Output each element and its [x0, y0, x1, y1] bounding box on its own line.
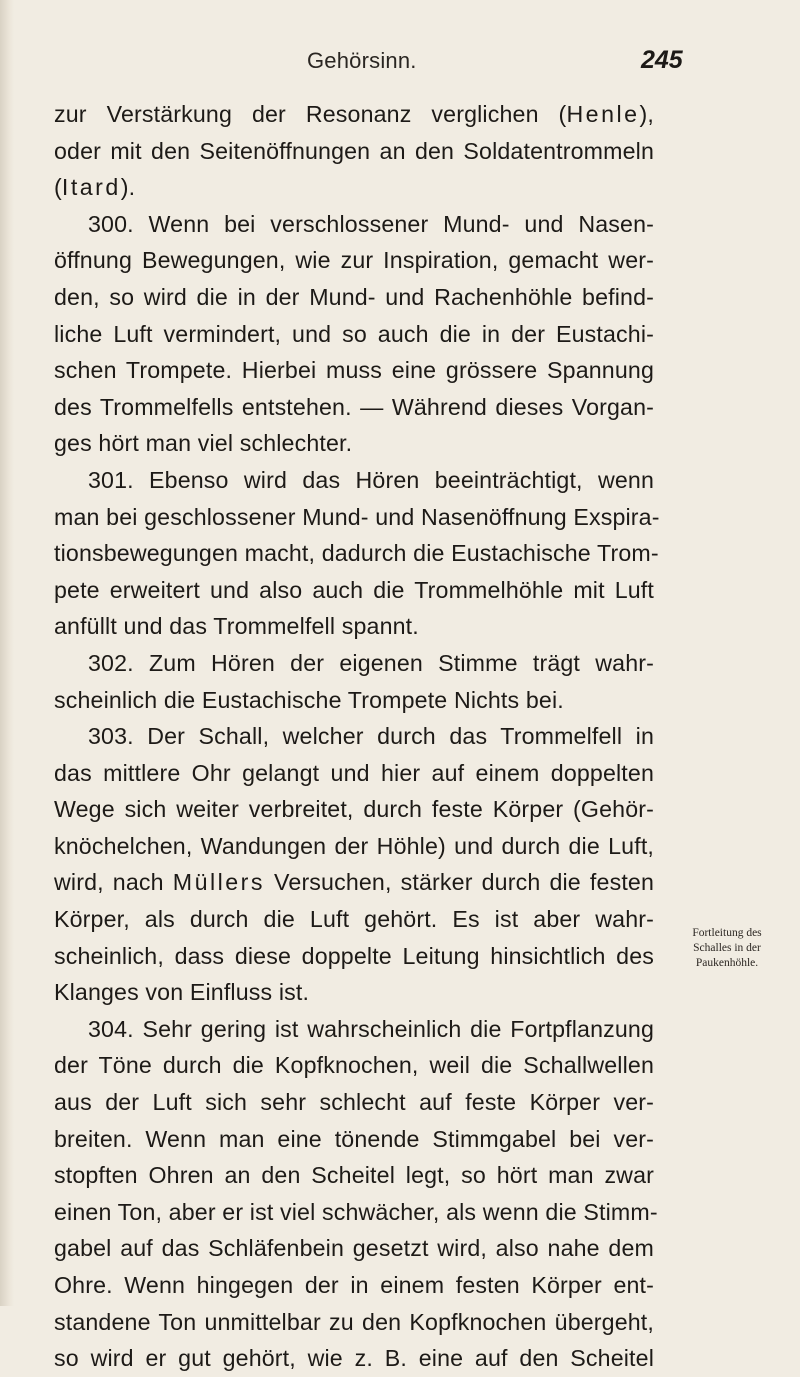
text-line: tionsbewegungen macht, dadurch die Eustachische Trom-: [54, 540, 659, 567]
text-line: des Trommelfells entstehen. — Während dieses Vorgan-: [54, 393, 654, 420]
text-line: so wird er gut gehört, wie z. B. eine auf den Scheitel: [54, 1345, 654, 1372]
margin-note: [658, 926, 796, 971]
text-line: aus der Luft sich sehr schlecht auf feste Körper ver-: [54, 1089, 654, 1116]
text-line: scheinlich, dass diese doppelte Leitung hinsichtlich des: [54, 942, 654, 969]
text-line: liche Luft vermindert, und so auch die in der Eustachi-: [54, 320, 654, 347]
text-line: anfüllt und das Trommelfell spannt.: [54, 613, 419, 640]
text-line: schen Trompete. Hierbei muss eine grössere Spannung: [54, 357, 654, 384]
text-line: standene Ton unmittelbar zu den Kopfknochen übergeht,: [54, 1308, 654, 1335]
text-line: man bei geschlossener Mund- und Nasenöffnung Exspira-: [54, 503, 660, 530]
text-line: öffnung Bewegungen, wie zur Inspiration, gemacht wer-: [54, 247, 654, 274]
margin-note-line: Paukenhöhle.: [695, 957, 759, 969]
text-line: Wege sich weiter verbreitet, durch feste Körper (Gehör-: [54, 796, 654, 823]
text-line: breiten. Wenn man eine tönende Stimmgabel bei ver-: [54, 1125, 654, 1152]
author-name: Henle: [566, 101, 640, 127]
text-line: ges hört man viel schlechter.: [54, 430, 353, 457]
text-line: Klanges von Einfluss ist.: [54, 979, 310, 1006]
author-name: Müllers: [172, 869, 265, 896]
text-line: stopften Ohren an den Scheitel legt, so hört man zwar: [54, 1162, 654, 1189]
paragraph-301-start: 301. Ebenso wird das Hören beeinträchtigt, wenn: [88, 466, 654, 493]
page-number: 245: [641, 46, 683, 74]
margin-note-line: Schalles in der: [693, 942, 761, 954]
running-title: Gehörsinn.: [307, 48, 417, 73]
paragraph-303-start: 303. Der Schall, welcher durch das Trommelfell in: [88, 723, 654, 750]
text-line: Körper, als durch die Luft gehört. Es ist aber wahr-: [54, 906, 654, 933]
text-line: der Töne durch die Kopfknochen, weil die Schallwellen: [54, 1052, 654, 1079]
margin-note-line: Fortleitung des: [692, 927, 762, 939]
text-line: einen Ton, aber er ist viel schwächer, als wenn die Stimm-: [54, 1198, 658, 1225]
author-name: Itard: [61, 174, 121, 201]
text-line: den, so wird die in der Mund- und Rachenhöhle befind-: [54, 283, 654, 310]
body-text: [54, 96, 660, 1377]
text-line: (Itard).: [54, 174, 136, 201]
text-line: knöchelchen, Wandungen der Höhle) und durch die Luft,: [54, 832, 654, 859]
text-line: gabel auf das Schläfenbein gesetzt wird, also nahe dem: [54, 1235, 654, 1262]
page-gutter: [0, 0, 14, 1306]
text-line: das mittlere Ohr gelangt und hier auf einem doppelten: [54, 759, 654, 786]
text-line: zur Verstärkung der Resonanz verglichen (Henle),: [54, 101, 654, 127]
text-line: wird, nach Müllers Versuchen, stärker durch die festen: [54, 869, 654, 896]
text-line: pete erweitert und also auch die Trommelhöhle mit Luft: [54, 576, 654, 603]
paragraph-300-start: 300. Wenn bei verschlossener Mund- und Nasen-: [88, 210, 654, 237]
text-line: oder mit den Seitenöffnungen an den Soldatentrommeln: [54, 137, 654, 164]
paragraph-302-start: 302. Zum Hören der eigenen Stimme trägt wahr-: [88, 649, 654, 676]
running-header: [0, 46, 800, 80]
paragraph-304-start: 304. Sehr gering ist wahrscheinlich die Fortpflanzung: [88, 1015, 654, 1042]
text-line: Ohre. Wenn hingegen der in einem festen Körper ent-: [54, 1272, 654, 1298]
text-line: scheinlich die Eustachische Trompete Nichts bei.: [54, 686, 564, 713]
